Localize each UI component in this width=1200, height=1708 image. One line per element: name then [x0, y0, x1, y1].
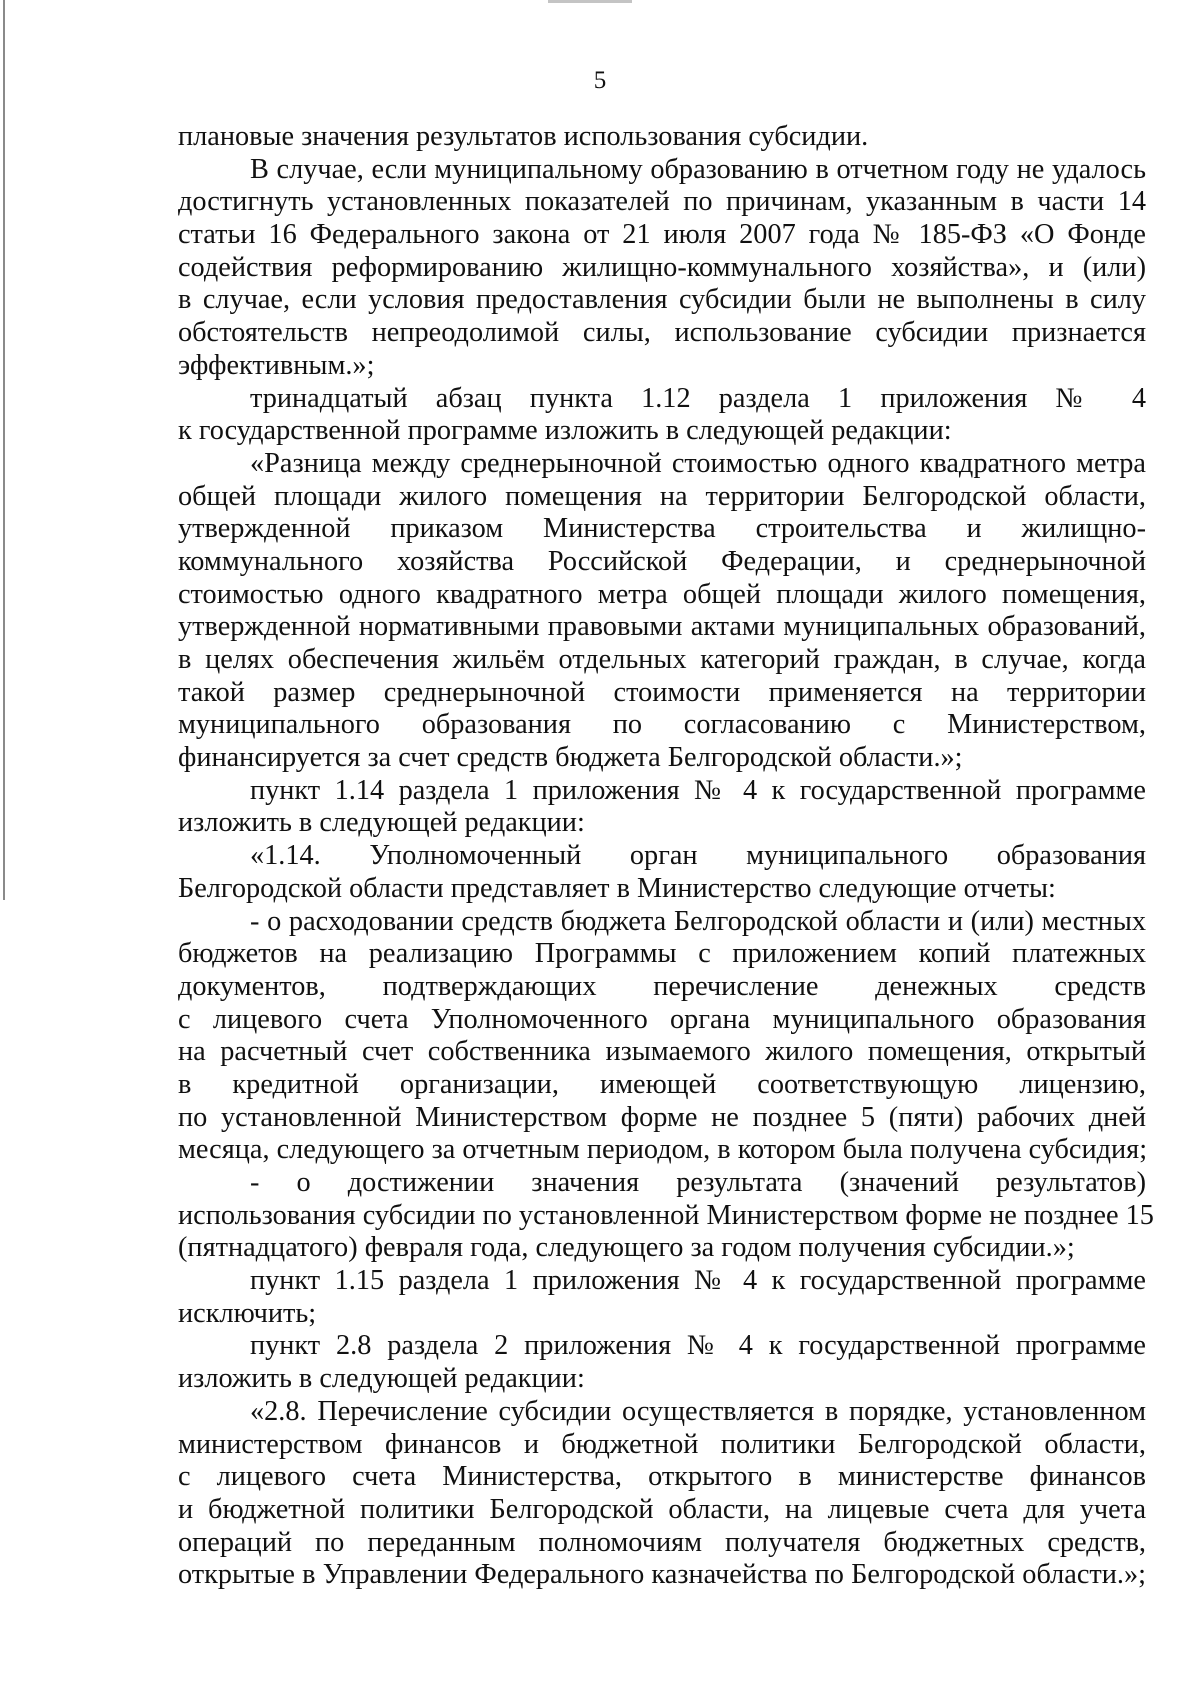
text-line: бюджетов на реализацию Программы с приложением копий платежных — [178, 938, 1146, 970]
text-line: исключить; — [178, 1297, 317, 1329]
scan-artifact-left-edge — [3, 0, 5, 900]
text-line: изложить в следующей редакции: — [178, 807, 585, 839]
text-line: коммунального хозяйства Российской Федерации, и среднерыночной — [178, 545, 1146, 577]
text-line: пункт 1.14 раздела 1 приложения № 4 к государственной программе — [250, 774, 1146, 806]
text-line: Белгородской области представляет в Министерство следующие отчеты: — [178, 872, 1056, 904]
text-line: В случае, если муниципальному образованию в отчетном году не удалось — [250, 153, 1146, 185]
text-line: месяца, следующего за отчетным периодом, в котором была получена субсидия; — [178, 1134, 1148, 1166]
text-line: общей площади жилого помещения на территории Белгородской области, — [178, 480, 1146, 512]
text-line: статьи 16 Федерального закона от 21 июля 2007 года № 185-ФЗ «О Фонде — [178, 219, 1146, 251]
text-line: документов, подтверждающих перечисление денежных средств — [178, 970, 1146, 1002]
text-line: «Разница между среднерыночной стоимостью одного квадратного метра — [250, 447, 1146, 479]
text-line: использования субсидии по установленной Министерством форме не позднее 15 — [178, 1199, 1154, 1231]
text-line: в случае, если условия предоставления субсидии были не выполнены в силу — [178, 284, 1146, 316]
text-line: плановые значения результатов использования субсидии. — [178, 121, 869, 152]
text-line: в кредитной организации, имеющей соответствующую лицензию, — [178, 1068, 1146, 1100]
text-line: стоимостью одного квадратного метра общей площади жилого помещения, — [178, 578, 1146, 610]
text-line: изложить в следующей редакции: — [178, 1363, 585, 1395]
document-body — [178, 121, 1154, 1592]
text-line: и бюджетной политики Белгородской области, на лицевые счета для учета — [178, 1493, 1146, 1525]
text-line: с лицевого счета Уполномоченного органа муниципального образования — [178, 1003, 1146, 1035]
text-line: «2.8. Перечисление субсидии осуществляется в порядке, установленном — [250, 1395, 1146, 1427]
text-line: к государственной программе изложить в следующей редакции: — [178, 415, 952, 447]
text-line: в целях обеспечения жильём отдельных категорий граждан, в случае, когда — [178, 644, 1146, 675]
text-line: эффективным.»; — [178, 349, 375, 381]
text-line: содействия реформированию жилищно-коммунального хозяйства», и (или) — [178, 251, 1146, 283]
text-line: на расчетный счет собственника изымаемого жилого помещения, открытый — [178, 1036, 1146, 1068]
text-line: такой размер среднерыночной стоимости применяется на территории — [178, 676, 1146, 708]
text-line: - о достижении значения результата (значений результатов) — [250, 1167, 1146, 1198]
text-line: утвержденной нормативными правовыми актами муниципальных образований, — [178, 611, 1146, 643]
scan-artifact-top — [548, 0, 632, 9]
text-line: тринадцатый абзац пункта 1.12 раздела 1 приложения № 4 — [250, 382, 1146, 414]
text-line: министерством финансов и бюджетной политики Белгородской области, — [178, 1428, 1146, 1460]
text-line: финансируется за счет средств бюджета Белгородской области.»; — [178, 742, 963, 774]
text-line: (пятнадцатого) февраля года, следующего за годом получения субсидии.»; — [178, 1232, 1075, 1264]
text-line: - о расходовании средств бюджета Белгородской области и (или) местных — [250, 905, 1146, 937]
text-line: по установленной Министерством форме не позднее 5 (пяти) рабочих дней — [178, 1101, 1146, 1133]
text-line: обстоятельств непреодолимой силы, использование субсидии признается — [178, 317, 1146, 349]
text-line: утвержденной приказом Министерства строительства и жилищно- — [178, 513, 1146, 545]
text-line: муниципального образования по согласованию с Министерством, — [178, 709, 1146, 741]
text-line: с лицевого счета Министерства, открытого в министерстве финансов — [178, 1461, 1146, 1493]
page-number: 5 — [593, 67, 607, 94]
text-line: операций по переданным полномочиям получателя бюджетных средств, — [178, 1526, 1146, 1558]
text-line: пункт 1.15 раздела 1 приложения № 4 к государственной программе — [250, 1265, 1146, 1297]
text-line: достигнуть установленных показателей по причинам, указанным в части 14 — [178, 186, 1146, 218]
text-line: пункт 2.8 раздела 2 приложения № 4 к государственной программе — [250, 1330, 1146, 1362]
text-line: открытые в Управлении Федерального казначейства по Белгородской области.»; — [178, 1559, 1146, 1591]
text-line: «1.14. Уполномоченный орган муниципального образования — [250, 840, 1146, 872]
